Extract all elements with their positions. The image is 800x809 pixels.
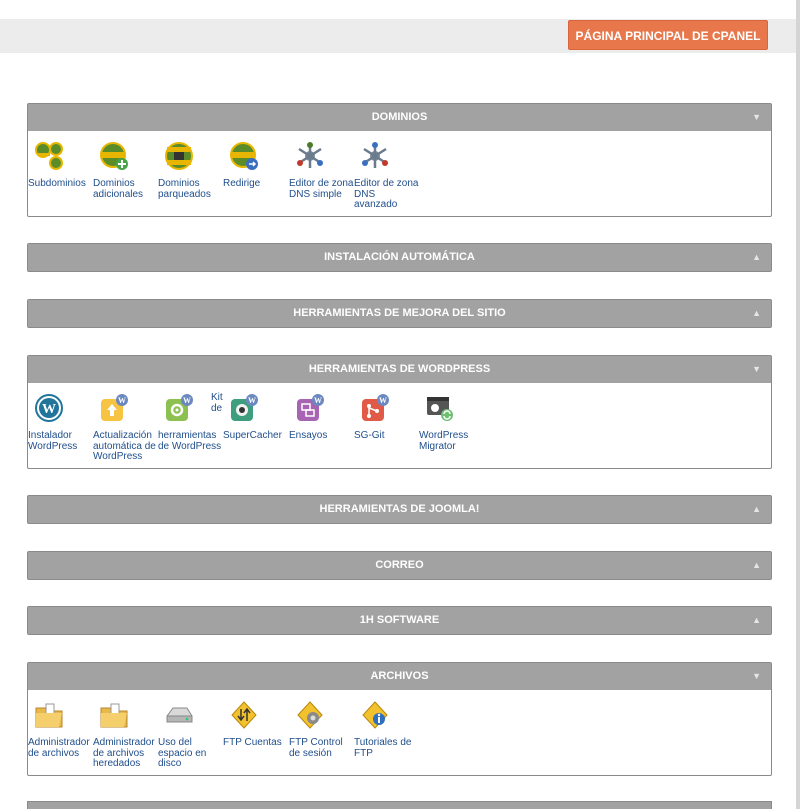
section-title: HERRAMIENTAS DE JOOMLA! — [319, 503, 480, 515]
item-label: Editor de zona DNS simple — [289, 178, 354, 200]
item-label: Dominios adicionales — [93, 178, 144, 200]
item-label: Subdominios — [28, 178, 86, 189]
wordpress-migrator-icon — [425, 393, 455, 423]
item-label: Dominios parqueados — [158, 178, 211, 200]
section-correo — [27, 551, 772, 580]
legacy-file-manager-icon — [99, 700, 129, 730]
section-instalacion-automatica — [27, 243, 772, 272]
item-label: Tutoriales de FTP — [354, 737, 412, 759]
svg-text:W: W — [314, 396, 322, 405]
section-header-wordpress[interactable] — [28, 356, 771, 383]
expand-arrow-icon[interactable]: ▲ — [752, 504, 761, 514]
advanced-dns-zone-editor-icon — [360, 141, 390, 171]
item-label: FTP Control de sesión — [289, 737, 343, 759]
collapse-arrow-icon[interactable]: ▼ — [752, 364, 761, 374]
wordpress-installer-icon — [34, 393, 64, 423]
section-header-dominios[interactable] — [28, 104, 771, 131]
section-joomla — [27, 495, 772, 524]
section-title: HERRAMIENTAS DE WORDPRESS — [308, 363, 491, 375]
wordpress-migrator-item[interactable] — [419, 393, 484, 452]
item-label: Redirige — [223, 178, 261, 189]
expand-arrow-icon[interactable]: ▲ — [752, 252, 761, 262]
section-title: DOMINIOS — [371, 111, 428, 123]
uso-espacio-disco-item[interactable] — [158, 700, 223, 770]
ftp-accounts-icon — [229, 700, 259, 730]
section-header-correo[interactable] — [28, 552, 771, 579]
addon-domains-icon — [99, 141, 129, 171]
redirige-item[interactable] — [223, 141, 288, 190]
section-header-instalacion[interactable] — [28, 244, 771, 271]
item-label: Administrador de archivos heredados — [93, 737, 155, 769]
section-header-mejora[interactable] — [28, 300, 771, 327]
expand-arrow-icon[interactable]: ▲ — [752, 560, 761, 570]
item-label: Ensayos — [289, 430, 328, 441]
section-header-software[interactable] — [28, 607, 771, 634]
item-label: WordPress Migrator — [419, 430, 469, 452]
item-label: herramientas de WordPress — [158, 430, 222, 452]
section-header-archivos[interactable] — [28, 663, 771, 690]
section-dominios — [27, 103, 772, 217]
cpanel-home-button[interactable]: PÁGINA PRINCIPAL DE CPANEL — [568, 20, 768, 50]
subdomains-icon — [34, 141, 64, 171]
redirects-icon — [229, 141, 259, 171]
scrollbar[interactable] — [796, 0, 800, 809]
wordpress-autoupdate-icon — [99, 393, 129, 423]
expand-arrow-icon[interactable]: ▲ — [752, 308, 761, 318]
section-title: ARCHIVOS — [370, 670, 429, 682]
item-label: Administrador de archivos — [28, 737, 90, 759]
file-manager-icon — [34, 700, 64, 730]
subdominios-item[interactable] — [28, 141, 93, 190]
section-header-joomla[interactable] — [28, 496, 771, 523]
parked-domains-icon — [164, 141, 194, 171]
ftp-session-control-icon — [295, 700, 325, 730]
section-title: INSTALACIÓN AUTOMÁTICA — [324, 251, 475, 263]
instalador-wordpress-item[interactable] — [28, 393, 93, 452]
item-label: Editor de zona DNS avanzado — [354, 178, 419, 210]
svg-text:W: W — [118, 396, 126, 405]
supercacher-item[interactable] — [223, 393, 288, 442]
editor-zona-dns-avanzado-item[interactable] — [354, 141, 419, 211]
collapse-arrow-icon[interactable]: ▼ — [752, 112, 761, 122]
supercacher-icon — [229, 393, 259, 423]
git-icon — [360, 393, 390, 423]
expand-arrow-icon[interactable]: ▲ — [752, 615, 761, 625]
ftp-control-sesion-item[interactable] — [289, 700, 354, 759]
ensayos-item[interactable] — [289, 393, 354, 442]
dns-zone-editor-icon — [295, 141, 325, 171]
section-1h-software — [27, 606, 772, 635]
svg-text:W: W — [183, 396, 191, 405]
actualizacion-wordpress-item[interactable] — [93, 393, 158, 463]
administrador-archivos-item[interactable] — [28, 700, 93, 759]
item-label: SuperCacher — [223, 430, 282, 441]
item-label: Uso del espacio en disco — [158, 737, 207, 769]
item-label: Actualización automática de WordPress — [93, 430, 156, 462]
svg-text:W: W — [42, 402, 56, 417]
item-label: Instalador WordPress — [28, 430, 78, 452]
wordpress-toolkit-icon — [164, 393, 194, 423]
collapse-arrow-icon[interactable]: ▼ — [752, 671, 761, 681]
editor-zona-dns-simple-item[interactable] — [289, 141, 354, 200]
svg-text:W: W — [248, 396, 256, 405]
section-archivos — [27, 662, 772, 776]
dominios-parqueados-item[interactable] — [158, 141, 223, 200]
disk-usage-icon — [164, 700, 194, 730]
tutoriales-ftp-item[interactable] — [354, 700, 419, 759]
staging-icon — [295, 393, 325, 423]
administrador-archivos-heredados-item[interactable] — [93, 700, 158, 770]
ftp-cuentas-item[interactable] — [223, 700, 288, 749]
next-section-header[interactable] — [27, 801, 772, 809]
sg-git-item[interactable] — [354, 393, 419, 442]
section-title: CORREO — [375, 559, 424, 571]
kit-de-label: Kit de — [211, 392, 223, 414]
dominios-adicionales-item[interactable] — [93, 141, 158, 200]
ftp-tutorials-icon — [360, 700, 390, 730]
item-label: FTP Cuentas — [223, 737, 282, 748]
section-title: HERRAMIENTAS DE MEJORA DEL SITIO — [293, 307, 506, 319]
section-wordpress — [27, 355, 772, 469]
svg-text:W: W — [379, 396, 387, 405]
section-title: 1H SOFTWARE — [359, 614, 440, 626]
section-mejora-sitio — [27, 299, 772, 328]
item-label: SG-Git — [354, 430, 385, 441]
